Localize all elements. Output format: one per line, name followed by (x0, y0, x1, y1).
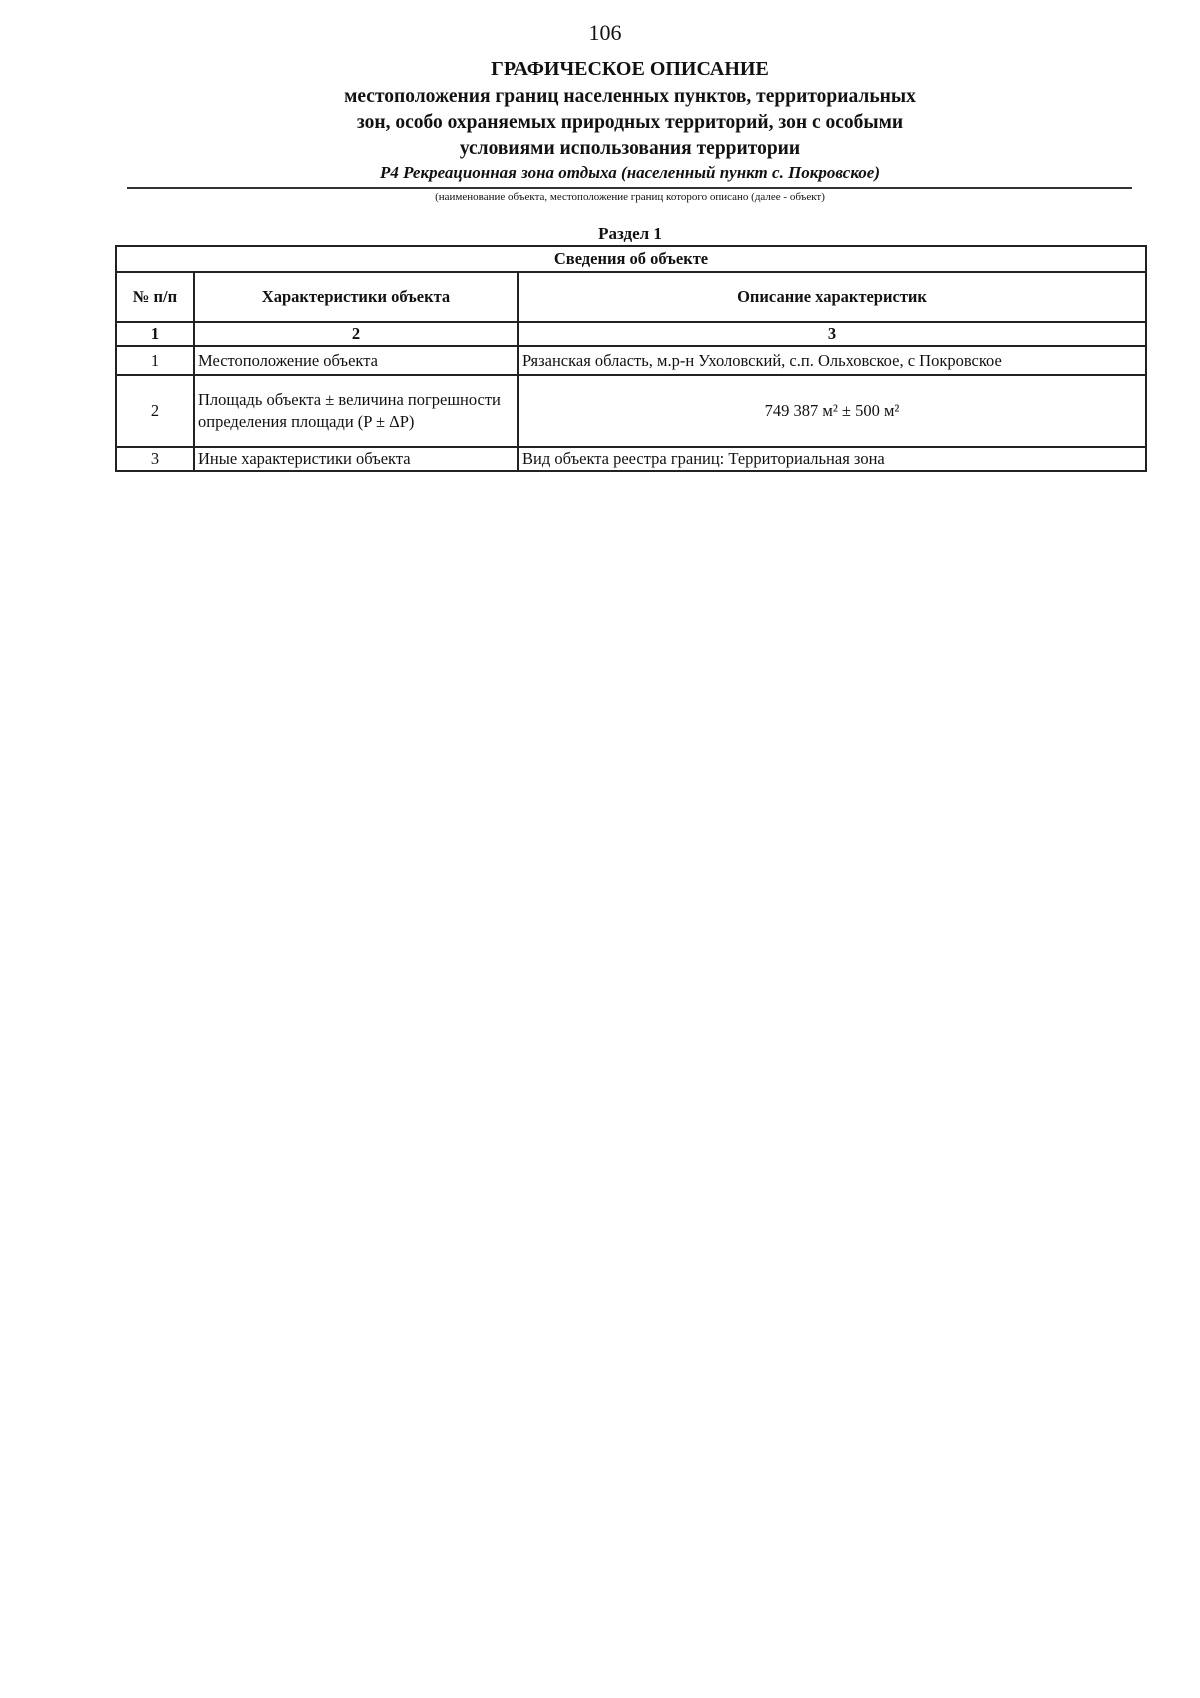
row-description: 749 387 м² ± 500 м² (518, 375, 1146, 447)
table-caption-row (116, 246, 1146, 272)
column-number: 2 (194, 322, 518, 346)
row-number: 2 (116, 375, 194, 447)
row-characteristic: Площадь объекта ± величина погрешности определения площади (P ± ΔP) (194, 375, 518, 447)
object-name-caption: (наименование объекта, местоположение границ которого описано (далее - объект) (435, 191, 825, 203)
subtitle-line: зон, особо охраняемых природных территорий, зон с особыми (356, 112, 904, 133)
row-description: Вид объекта реестра границ: Территориальная зона (518, 447, 1146, 471)
row-characteristic: Иные характеристики объекта (194, 447, 518, 471)
table-row (116, 346, 1146, 375)
header-description: Описание характеристик (518, 272, 1146, 322)
section-title: Раздел 1 (598, 224, 662, 243)
object-name-underline (127, 187, 1132, 189)
table-row (116, 375, 1146, 447)
document-subtitle (0, 84, 1200, 162)
subtitle-line: условиями использования территории (459, 138, 801, 159)
table-row (116, 447, 1146, 471)
page-number: 106 (588, 20, 622, 45)
row-number: 1 (116, 346, 194, 375)
object-name: Р4 Рекреационная зона отдыха (населенный пункт с. Покровское) (380, 163, 880, 182)
object-info-table (115, 245, 1147, 472)
table-header-row (116, 272, 1146, 322)
document-title: ГРАФИЧЕСКОЕ ОПИСАНИЕ (491, 58, 769, 80)
header-number: № п/п (116, 272, 194, 322)
column-number: 3 (518, 322, 1146, 346)
table-caption: Сведения об объекте (116, 246, 1146, 272)
row-description: Рязанская область, м.р-н Ухоловский, с.п. Ольховское, с Покровское (518, 346, 1146, 375)
row-number: 3 (116, 447, 194, 471)
column-number: 1 (116, 322, 194, 346)
header-characteristic: Характеристики объекта (194, 272, 518, 322)
row-characteristic: Местоположение объекта (194, 346, 518, 375)
subtitle-line: местоположения границ населенных пунктов, территориальных (344, 86, 916, 107)
column-number-row (116, 322, 1146, 346)
